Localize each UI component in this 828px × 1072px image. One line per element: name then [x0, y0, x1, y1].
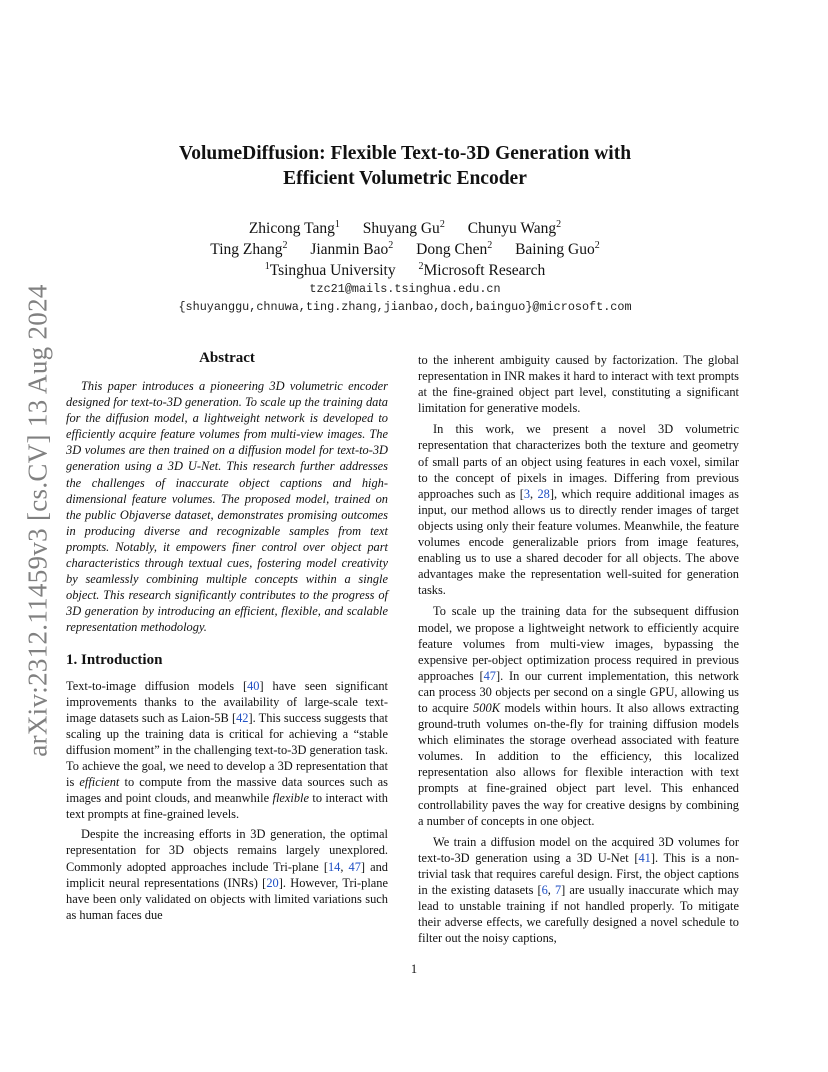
- author: Chunyu Wang$^2$: [467, 219, 562, 237]
- citation-link[interactable]: 40: [247, 678, 260, 693]
- citation-link[interactable]: 14: [327, 859, 341, 874]
- citation-link[interactable]: 20: [266, 875, 279, 890]
- right-column: [418, 352, 739, 946]
- title-line-1: VolumeDiffusion: Flexible Text-to-3D Generation with: [178, 143, 632, 164]
- email-block: [110, 280, 700, 316]
- page-number: 1: [410, 962, 418, 976]
- author-block: [140, 218, 670, 281]
- citation-link[interactable]: 41: [638, 850, 651, 865]
- affiliation: $^2$Microsoft Research: [418, 261, 546, 279]
- arxiv-stamp: [20, 280, 56, 760]
- arxiv-stamp-text: arXiv:2312.11459v3 [cs.CV] 13 Aug 2024: [22, 283, 53, 757]
- citation-link[interactable]: 42: [236, 710, 249, 725]
- email-line-1: tzc21@mails.tsinghua.edu.cn: [309, 282, 501, 296]
- citation-link[interactable]: 6: [541, 883, 548, 897]
- intro-paragraph: to the inherent ambiguity caused by factorization. The global representation in INR makes it hard to interact with text prompts at the fine-grained object part level, constituting a significant limitation for generative models.: [418, 353, 739, 416]
- title-line-2: Efficient Volumetric Encoder: [283, 168, 527, 189]
- author: Baining Guo$^2$: [515, 240, 600, 258]
- author-row-1: [140, 218, 670, 239]
- intro-paragraph: Despite the increasing efforts in 3D generation, the optimal representation for 3D objects remains largely unexplored. Commonly adopted approaches include Tri-plane [14, 47] and implicit neural representations (INRs) [20]. However, Tri-plane have been only validated on objects with limited variations such as human faces due: [66, 827, 389, 922]
- affiliation-row: [140, 260, 670, 281]
- citation-link[interactable]: 47: [483, 668, 496, 683]
- author: Dong Chen$^2$: [416, 240, 493, 258]
- math-expression: 500K: [473, 700, 500, 715]
- intro-paragraph: Text-to-image diffusion models [40] have seen significant improvements thanks to the availability of large-scale text-image datasets such as Laion-5B [42]. This success suggests that scaling up the training data is critical for achieving a “stable diffusion moment” in the challenging text-to-3D generation task. To achieve the goal, we need to develop a 3D representation that is efficient to compute from the massive data sources such as images and point clouds, and meanwhile flexible to interact with text prompts at fine-grained levels.: [66, 678, 388, 822]
- author: Shuyang Gu$^2$: [362, 219, 445, 237]
- author: Jianmin Bao$^2$: [310, 240, 394, 258]
- abstract-text: This paper introduces a pioneering 3D volumetric encoder designed for text-to-3D generation. To scale up the training data for the diffusion model, a lightweight network is developed to efficiently acquire feature volumes from multi-view images. The 3D volumes are then trained on a diffusion model for text-to-3D generation using a 3D U-Net. This research further addresses the challenges of inaccurate object captions and high-dimensional feature volumes. The proposed model, trained on the public Objaverse dataset, demonstrates promising outcomes in producing diverse and recognizable samples from text prompts. Notably, it empowers finer control over object part characteristics through textual cues, fostering model creativity by seamlessly combining multiple concepts within a single object. This research significantly contributes to the progress of 3D generation by introducing an efficient, flexible, and scalable representation methodology.: [66, 379, 388, 635]
- intro-heading: 1. Introduction: [66, 651, 163, 668]
- author: Zhicong Tang$^1$: [248, 219, 340, 237]
- intro-paragraph: In this work, we present a novel 3D volumetric representation that characterizes both the texture and geometry of small parts of an object using features in each voxel, similar to the concept of pixels in images. Differing from previous approaches such as [3, 28], which require additional images as input, our method allows us to directly render images of target objects using only their feature volumes. Meanwhile, the feature volumes encode generalizable priors from image features, enabling us to use a shared decoder for all objects. The above advantages make the representation well-suited for generation tasks.: [418, 422, 739, 598]
- author-row-2: [140, 239, 670, 260]
- left-column: [66, 348, 388, 923]
- abstract-heading: Abstract: [199, 350, 255, 366]
- citation-link[interactable]: 3: [523, 486, 531, 501]
- citation-link[interactable]: 28: [537, 486, 550, 501]
- citation-link[interactable]: 7: [554, 883, 562, 897]
- paper-title: [150, 141, 660, 191]
- intro-paragraph: To scale up the training data for the subsequent diffusion model, we propose a lightweight network to efficiently acquire feature volumes from multi-view images, bypassing the expensive per-object optimization process required in previous approaches [47]. In our current implementation, this network can process 30 objects per second on a single GPU, allowing us to acquire 500K models within hours. It also allows extracting ground-truth volumes on-the-fly for training diffusion models which eliminates the storage overhead associated with feature volumes. In addition to the efficiency, this localized representation also allows for flexible interaction with text prompts at fine-grained object part level. This enhanced controllability paves the way for creative designs by combining a number of concepts in one object.: [418, 604, 740, 828]
- email-line-2: {shuyanggu,chnuwa,ting.zhang,jianbao,doch,bainguo}@microsoft.com: [178, 300, 632, 314]
- author: Ting Zhang$^2$: [210, 240, 288, 258]
- intro-paragraph: We train a diffusion model on the acquired 3D volumes for text-to-3D generation using a 3D U-Net [41]. This is a non-trivial task that requires careful design. First, the object captions in the existing datasets [6, 7] are usually inaccurate which may lead to unstable training if not handled properly. To mitigate their adverse effects, we carefully designed a novel schedule to filter out the noisy captions,: [418, 834, 739, 946]
- affiliation: $^1$Tsinghua University: [264, 261, 396, 279]
- citation-link[interactable]: 47: [348, 859, 361, 874]
